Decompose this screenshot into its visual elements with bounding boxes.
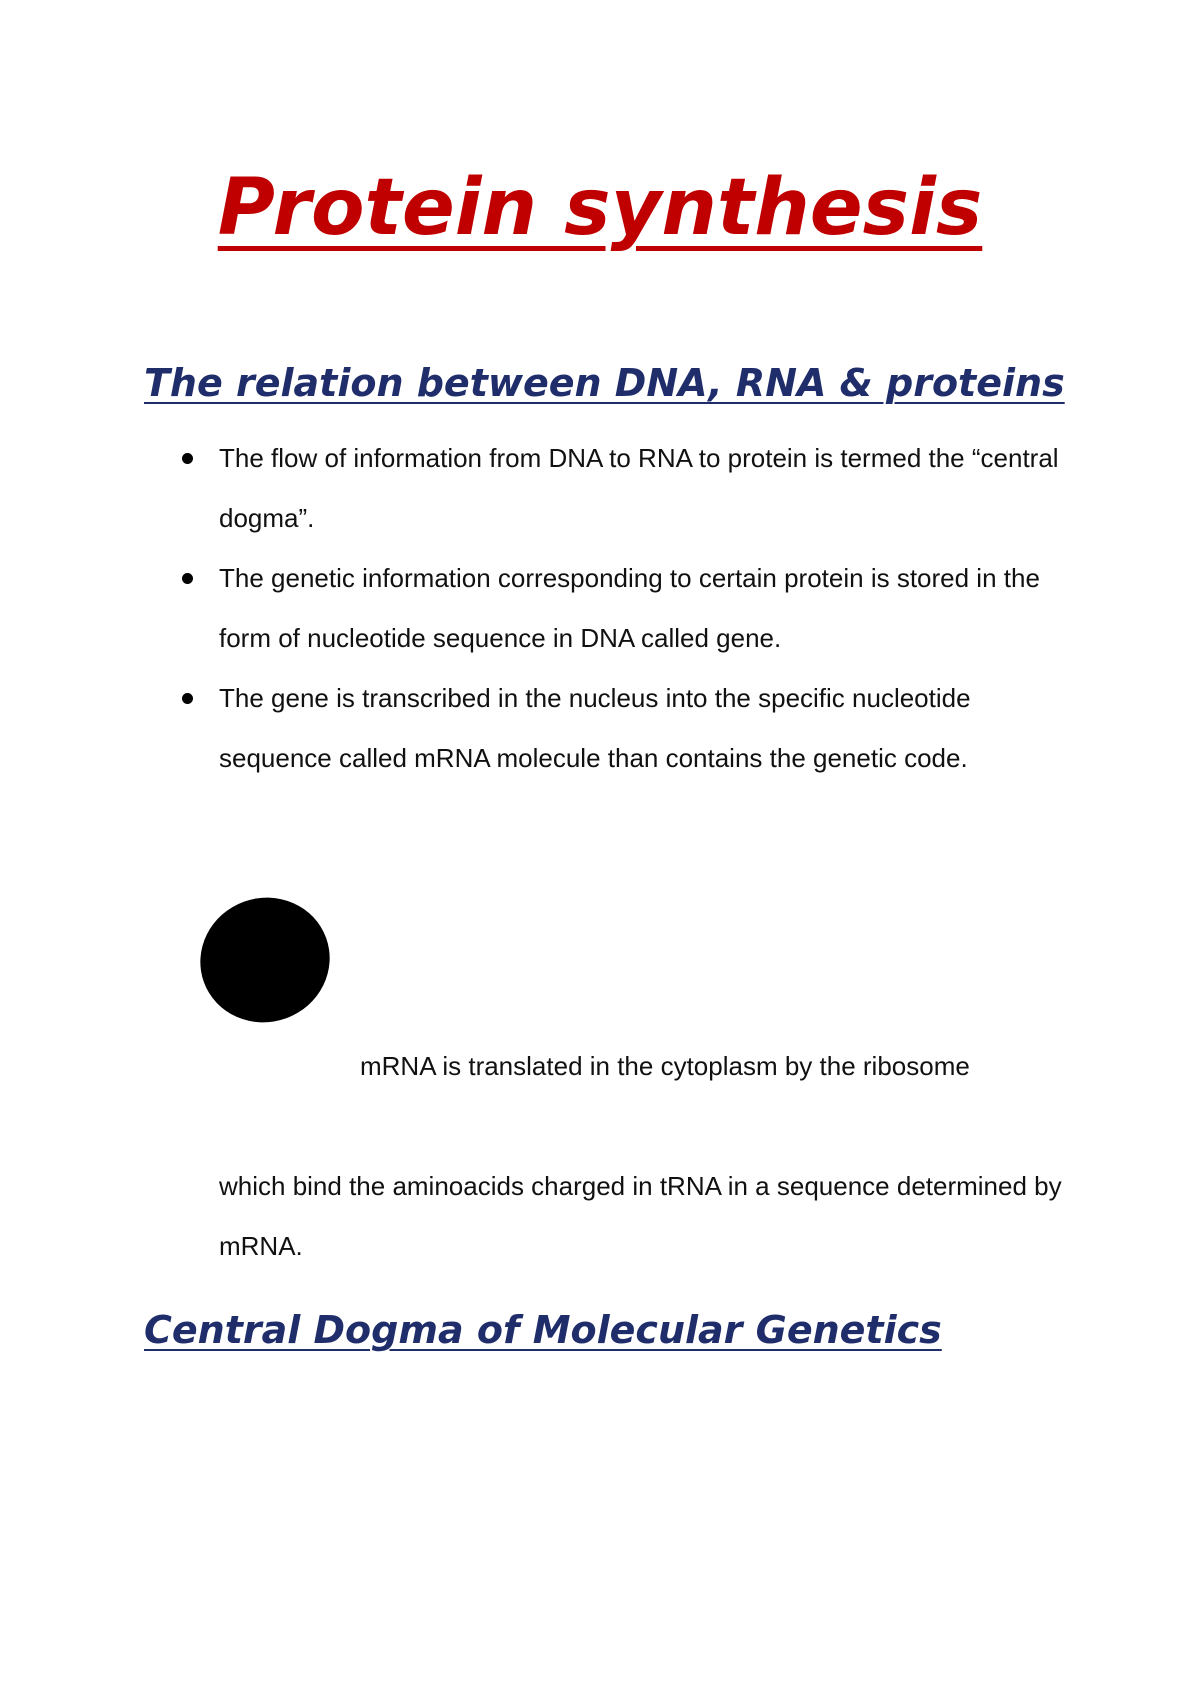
bullet-list bbox=[0, 428, 1200, 788]
black-oval-shape bbox=[183, 880, 348, 1041]
bullet-icon bbox=[182, 693, 193, 704]
bullet-icon bbox=[182, 573, 193, 584]
paragraph-translation: mRNA is translated in the cytoplasm by the ribosome bbox=[360, 1051, 970, 1081]
list-item bbox=[0, 548, 1079, 668]
list-item bbox=[0, 428, 1079, 548]
list-item-text: The flow of information from DNA to RNA to protein is termed the “central dogma”. bbox=[219, 443, 1059, 533]
section-heading-central-dogma: Central Dogma of Molecular Genetics bbox=[144, 1308, 942, 1352]
list-item-text: The gene is transcribed in the nucleus into the specific nucleotide sequence called mRNA molecule than contains the genetic code. bbox=[219, 683, 971, 773]
bullet-icon bbox=[182, 453, 193, 464]
list-item-text: The genetic information corresponding to certain protein is stored in the form of nucleotide sequence in DNA called gene. bbox=[219, 563, 1040, 653]
section-heading-dna-rna-proteins: The relation between DNA, RNA & proteins bbox=[144, 361, 1065, 405]
paragraph-trna: which bind the aminoacids charged in tRNA in a sequence determined by mRNA. bbox=[219, 1171, 1062, 1261]
list-item bbox=[0, 668, 1079, 788]
page-title: Protein synthesis bbox=[217, 163, 983, 253]
